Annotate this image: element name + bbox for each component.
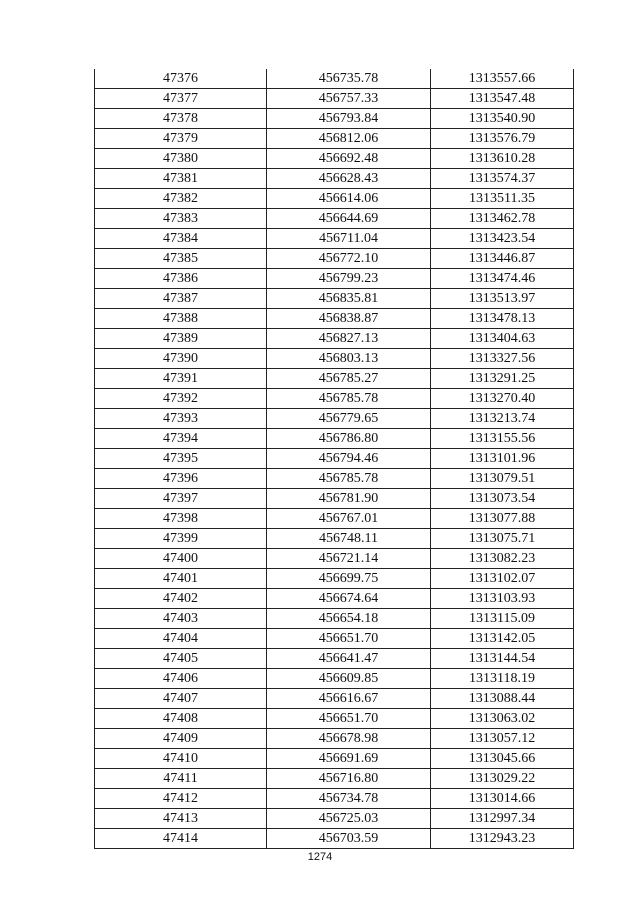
x-coordinate-cell: 456725.03: [267, 809, 431, 829]
x-coordinate-cell: 456711.04: [267, 229, 431, 249]
table-row: [95, 529, 574, 549]
table-row: [95, 269, 574, 289]
y-coordinate-cell: 1312997.34: [431, 809, 574, 829]
point-id-cell: 47413: [95, 809, 267, 829]
table-row: [95, 129, 574, 149]
table-row: [95, 109, 574, 129]
y-coordinate-cell: 1313102.07: [431, 569, 574, 589]
x-coordinate-cell: 456678.98: [267, 729, 431, 749]
point-id-cell: 47389: [95, 329, 267, 349]
y-coordinate-cell: 1312943.23: [431, 829, 574, 849]
y-coordinate-cell: 1313144.54: [431, 649, 574, 669]
x-coordinate-cell: 456616.67: [267, 689, 431, 709]
point-id-cell: 47399: [95, 529, 267, 549]
x-coordinate-cell: 456827.13: [267, 329, 431, 349]
table-row: [95, 289, 574, 309]
y-coordinate-cell: 1313103.93: [431, 589, 574, 609]
x-coordinate-cell: 456835.81: [267, 289, 431, 309]
point-id-cell: 47401: [95, 569, 267, 589]
x-coordinate-cell: 456767.01: [267, 509, 431, 529]
table-row: [95, 629, 574, 649]
x-coordinate-cell: 456641.47: [267, 649, 431, 669]
point-id-cell: 47388: [95, 309, 267, 329]
point-id-cell: 47386: [95, 269, 267, 289]
table-row: [95, 489, 574, 509]
table-row: [95, 509, 574, 529]
y-coordinate-cell: 1313101.96: [431, 449, 574, 469]
y-coordinate-cell: 1313513.97: [431, 289, 574, 309]
y-coordinate-cell: 1313077.88: [431, 509, 574, 529]
x-coordinate-cell: 456799.23: [267, 269, 431, 289]
table-row: [95, 349, 574, 369]
coordinates-table: [94, 69, 574, 849]
x-coordinate-cell: 456772.10: [267, 249, 431, 269]
x-coordinate-cell: 456793.84: [267, 109, 431, 129]
x-coordinate-cell: 456691.69: [267, 749, 431, 769]
point-id-cell: 47411: [95, 769, 267, 789]
x-coordinate-cell: 456785.78: [267, 469, 431, 489]
point-id-cell: 47380: [95, 149, 267, 169]
table-row: [95, 469, 574, 489]
x-coordinate-cell: 456703.59: [267, 829, 431, 849]
y-coordinate-cell: 1313088.44: [431, 689, 574, 709]
y-coordinate-cell: 1313462.78: [431, 209, 574, 229]
y-coordinate-cell: 1313057.12: [431, 729, 574, 749]
point-id-cell: 47382: [95, 189, 267, 209]
point-id-cell: 47381: [95, 169, 267, 189]
x-coordinate-cell: 456651.70: [267, 629, 431, 649]
point-id-cell: 47408: [95, 709, 267, 729]
point-id-cell: 47379: [95, 129, 267, 149]
y-coordinate-cell: 1313155.56: [431, 429, 574, 449]
x-coordinate-cell: 456609.85: [267, 669, 431, 689]
table-row: [95, 189, 574, 209]
point-id-cell: 47407: [95, 689, 267, 709]
point-id-cell: 47400: [95, 549, 267, 569]
y-coordinate-cell: 1313291.25: [431, 369, 574, 389]
table-row: [95, 769, 574, 789]
y-coordinate-cell: 1313213.74: [431, 409, 574, 429]
point-id-cell: 47405: [95, 649, 267, 669]
x-coordinate-cell: 456812.06: [267, 129, 431, 149]
table-row: [95, 729, 574, 749]
y-coordinate-cell: 1313576.79: [431, 129, 574, 149]
x-coordinate-cell: 456803.13: [267, 349, 431, 369]
y-coordinate-cell: 1313063.02: [431, 709, 574, 729]
point-id-cell: 47396: [95, 469, 267, 489]
table-row: [95, 829, 574, 849]
table-row: [95, 409, 574, 429]
point-id-cell: 47378: [95, 109, 267, 129]
point-id-cell: 47406: [95, 669, 267, 689]
y-coordinate-cell: 1313045.66: [431, 749, 574, 769]
y-coordinate-cell: 1313557.66: [431, 69, 574, 89]
point-id-cell: 47393: [95, 409, 267, 429]
point-id-cell: 47404: [95, 629, 267, 649]
y-coordinate-cell: 1313610.28: [431, 149, 574, 169]
x-coordinate-cell: 456654.18: [267, 609, 431, 629]
point-id-cell: 47384: [95, 229, 267, 249]
y-coordinate-cell: 1313540.90: [431, 109, 574, 129]
x-coordinate-cell: 456735.78: [267, 69, 431, 89]
y-coordinate-cell: 1313478.13: [431, 309, 574, 329]
x-coordinate-cell: 456786.80: [267, 429, 431, 449]
point-id-cell: 47412: [95, 789, 267, 809]
y-coordinate-cell: 1313423.54: [431, 229, 574, 249]
point-id-cell: 47383: [95, 209, 267, 229]
y-coordinate-cell: 1313511.35: [431, 189, 574, 209]
y-coordinate-cell: 1313115.09: [431, 609, 574, 629]
table-row: [95, 229, 574, 249]
y-coordinate-cell: 1313082.23: [431, 549, 574, 569]
table-row: [95, 789, 574, 809]
y-coordinate-cell: 1313075.71: [431, 529, 574, 549]
table-row: [95, 549, 574, 569]
page-number: 1274: [307, 851, 333, 863]
point-id-cell: 47395: [95, 449, 267, 469]
table-row: [95, 389, 574, 409]
table-row: [95, 309, 574, 329]
point-id-cell: 47398: [95, 509, 267, 529]
coordinates-table-body: [95, 69, 574, 849]
x-coordinate-cell: 456757.33: [267, 89, 431, 109]
table-row: [95, 589, 574, 609]
table-row: [95, 329, 574, 349]
x-coordinate-cell: 456699.75: [267, 569, 431, 589]
table-row: [95, 749, 574, 769]
table-row: [95, 609, 574, 629]
x-coordinate-cell: 456692.48: [267, 149, 431, 169]
point-id-cell: 47403: [95, 609, 267, 629]
x-coordinate-cell: 456785.78: [267, 389, 431, 409]
y-coordinate-cell: 1313142.05: [431, 629, 574, 649]
y-coordinate-cell: 1313270.40: [431, 389, 574, 409]
point-id-cell: 47392: [95, 389, 267, 409]
table-row: [95, 649, 574, 669]
table-row: [95, 169, 574, 189]
table-row: [95, 569, 574, 589]
y-coordinate-cell: 1313574.37: [431, 169, 574, 189]
x-coordinate-cell: 456734.78: [267, 789, 431, 809]
x-coordinate-cell: 456748.11: [267, 529, 431, 549]
table-row: [95, 89, 574, 109]
x-coordinate-cell: 456674.64: [267, 589, 431, 609]
x-coordinate-cell: 456794.46: [267, 449, 431, 469]
table-row: [95, 69, 574, 89]
point-id-cell: 47391: [95, 369, 267, 389]
x-coordinate-cell: 456716.80: [267, 769, 431, 789]
table-row: [95, 809, 574, 829]
table-row: [95, 689, 574, 709]
point-id-cell: 47397: [95, 489, 267, 509]
y-coordinate-cell: 1313547.48: [431, 89, 574, 109]
x-coordinate-cell: 456651.70: [267, 709, 431, 729]
table-row: [95, 249, 574, 269]
y-coordinate-cell: 1313404.63: [431, 329, 574, 349]
table-row: [95, 369, 574, 389]
table-row: [95, 709, 574, 729]
y-coordinate-cell: 1313014.66: [431, 789, 574, 809]
x-coordinate-cell: 456785.27: [267, 369, 431, 389]
x-coordinate-cell: 456644.69: [267, 209, 431, 229]
table-row: [95, 209, 574, 229]
x-coordinate-cell: 456628.43: [267, 169, 431, 189]
point-id-cell: 47387: [95, 289, 267, 309]
table-row: [95, 149, 574, 169]
y-coordinate-cell: 1313327.56: [431, 349, 574, 369]
point-id-cell: 47390: [95, 349, 267, 369]
point-id-cell: 47414: [95, 829, 267, 849]
x-coordinate-cell: 456721.14: [267, 549, 431, 569]
y-coordinate-cell: 1313073.54: [431, 489, 574, 509]
point-id-cell: 47402: [95, 589, 267, 609]
point-id-cell: 47385: [95, 249, 267, 269]
table-row: [95, 669, 574, 689]
x-coordinate-cell: 456779.65: [267, 409, 431, 429]
point-id-cell: 47377: [95, 89, 267, 109]
point-id-cell: 47409: [95, 729, 267, 749]
x-coordinate-cell: 456838.87: [267, 309, 431, 329]
point-id-cell: 47376: [95, 69, 267, 89]
y-coordinate-cell: 1313118.19: [431, 669, 574, 689]
y-coordinate-cell: 1313029.22: [431, 769, 574, 789]
y-coordinate-cell: 1313079.51: [431, 469, 574, 489]
y-coordinate-cell: 1313474.46: [431, 269, 574, 289]
point-id-cell: 47394: [95, 429, 267, 449]
x-coordinate-cell: 456781.90: [267, 489, 431, 509]
x-coordinate-cell: 456614.06: [267, 189, 431, 209]
table-row: [95, 429, 574, 449]
y-coordinate-cell: 1313446.87: [431, 249, 574, 269]
table-row: [95, 449, 574, 469]
point-id-cell: 47410: [95, 749, 267, 769]
